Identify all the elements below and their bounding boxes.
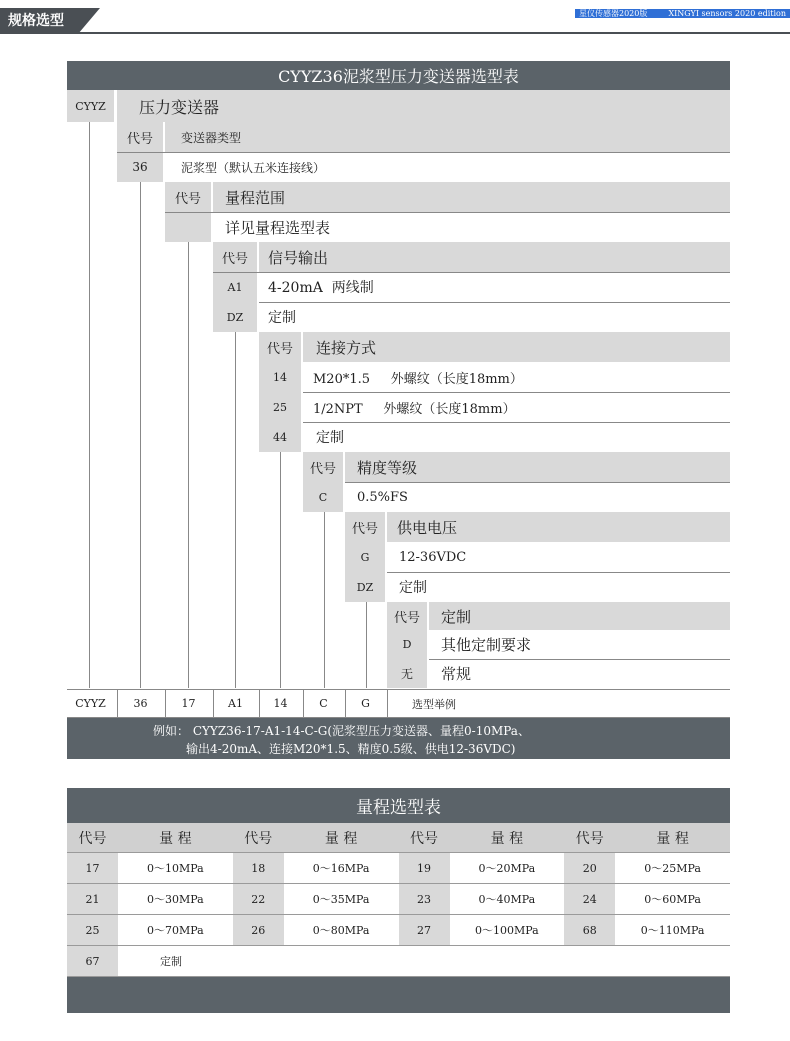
accuracy-code-label: 代号 (303, 452, 343, 482)
example-label: 选型举例 (387, 690, 730, 717)
range-table (67, 788, 730, 1013)
range-heading: 量程范围 (213, 182, 730, 212)
range-code: 68 (564, 915, 615, 945)
range-code: 17 (67, 853, 118, 883)
supply-code: DZ (345, 572, 385, 602)
example-code: C (303, 690, 343, 717)
range-code-label: 代号 (165, 182, 211, 212)
range-value: 0～16MPa (284, 853, 399, 883)
tree-line (366, 602, 367, 688)
connection-code: 14 (259, 362, 301, 392)
signal-code: A1 (213, 272, 257, 302)
table-row (67, 853, 730, 884)
example-code: G (345, 690, 385, 717)
model-code: CYYZ (67, 90, 114, 122)
custom-code: 无 (387, 659, 427, 688)
range-value: 0～80MPa (284, 915, 399, 945)
col-range-header: 量 程 (118, 823, 233, 852)
connection-desc: 1/2NPT 外螺纹（长度18mm） (313, 401, 516, 417)
example-code: A1 (213, 690, 257, 717)
range-table-header (67, 823, 730, 853)
range-custom-desc: 定制 (160, 955, 182, 968)
example-line-1: 例如： CYYZ36-17-A1-14-C-G(泥浆型压力变送器、量程0-10MPa、 (153, 724, 530, 738)
custom-code-label: 代号 (387, 602, 427, 630)
range-value: 0～30MPa (118, 884, 233, 914)
section-tab-corner (78, 8, 100, 34)
signal-desc: 4-20mA 两线制 (268, 280, 374, 296)
divider (165, 212, 730, 213)
type-heading: 变送器类型 (165, 122, 730, 152)
table-row (67, 915, 730, 946)
header-rule (0, 32, 790, 34)
range-value: 0～110MPa (615, 915, 730, 945)
range-code: 19 (399, 853, 450, 883)
range-value: 0～70MPa (118, 915, 233, 945)
range-code: 27 (399, 915, 450, 945)
connection-code-label: 代号 (259, 332, 301, 362)
supply-desc: 定制 (399, 580, 427, 596)
tree-line (89, 122, 90, 688)
range-value: 0～20MPa (450, 853, 565, 883)
tree-line (140, 182, 141, 688)
range-value: 0～35MPa (284, 884, 399, 914)
signal-code: DZ (213, 302, 257, 332)
connection-desc: M20*1.5 外螺纹（长度18mm） (313, 371, 523, 387)
signal-code-label: 代号 (213, 242, 257, 272)
col-code-header: 代号 (564, 823, 615, 852)
supply-heading: 供电电压 (387, 512, 730, 542)
table-row (67, 946, 730, 977)
col-range-header: 量 程 (615, 823, 730, 852)
divider (117, 152, 730, 153)
col-code-header: 代号 (67, 823, 118, 852)
supply-desc: 12-36VDC (399, 549, 467, 565)
divider (387, 572, 730, 573)
supply-code: G (345, 542, 385, 572)
type-code: 36 (117, 152, 163, 182)
accuracy-desc: 0.5%FS (357, 489, 408, 505)
tree-line (324, 512, 325, 688)
range-code-blank (165, 212, 211, 242)
divider (429, 659, 730, 660)
connection-desc: 定制 (316, 430, 344, 446)
col-code-header: 代号 (399, 823, 450, 852)
range-code: 26 (233, 915, 284, 945)
col-range-header: 量 程 (284, 823, 399, 852)
range-value: 0～40MPa (450, 884, 565, 914)
accuracy-code: C (303, 482, 343, 512)
section-tab: 规格选型 (0, 8, 78, 34)
tree-line (235, 332, 236, 688)
custom-desc: 常规 (441, 665, 472, 683)
range-code: 22 (233, 884, 284, 914)
range-code: 67 (67, 946, 118, 976)
signal-desc: 定制 (268, 310, 296, 326)
model-name: 压力变送器 (117, 90, 730, 122)
type-desc: 泥浆型（默认五米连接线） (181, 160, 326, 175)
brand-cn: 星仪传感器2020版 (579, 9, 648, 18)
range-value: 0～25MPa (615, 853, 730, 883)
example-line-2: 输出4-20mA、连接M20*1.5、精度0.5级、供电12-36VDC) (186, 742, 516, 756)
range-code: 25 (67, 915, 118, 945)
range-code: 23 (399, 884, 450, 914)
divider (303, 422, 730, 423)
accuracy-heading: 精度等级 (345, 452, 730, 482)
divider (345, 482, 730, 483)
range-table-footer (67, 977, 730, 1013)
range-code: 21 (67, 884, 118, 914)
range-value: 0～100MPa (450, 915, 565, 945)
example-code: CYYZ (75, 697, 106, 710)
col-code-header: 代号 (233, 823, 284, 852)
range-code: 20 (564, 853, 615, 883)
range-value: 0～10MPa (118, 853, 233, 883)
brand-en: XINGYI sensors 2020 edition (668, 9, 786, 18)
example-code: 14 (259, 690, 301, 717)
supply-code-label: 代号 (345, 512, 385, 542)
range-code: 18 (233, 853, 284, 883)
divider (259, 302, 730, 303)
custom-code: D (387, 630, 427, 659)
selection-title: CYYZ36泥浆型压力变送器选型表 (67, 61, 730, 90)
brand-strip (575, 9, 790, 18)
custom-desc: 其他定制要求 (441, 636, 532, 654)
range-table-title: 量程选型表 (67, 788, 730, 823)
range-code: 24 (564, 884, 615, 914)
example-code: 36 (117, 690, 163, 717)
example-code: 17 (165, 690, 211, 717)
custom-heading: 定制 (429, 602, 730, 630)
range-desc: 详见量程选型表 (225, 218, 331, 237)
tree-line (280, 452, 281, 688)
type-code-label: 代号 (117, 122, 163, 152)
table-row (67, 884, 730, 915)
range-value: 0～60MPa (615, 884, 730, 914)
connection-heading: 连接方式 (303, 332, 730, 362)
col-range-header: 量 程 (450, 823, 565, 852)
tree-line (188, 242, 189, 688)
connection-code: 25 (259, 392, 301, 422)
signal-heading: 信号输出 (259, 242, 730, 272)
connection-code: 44 (259, 422, 301, 452)
divider (303, 392, 730, 393)
divider (213, 272, 730, 273)
